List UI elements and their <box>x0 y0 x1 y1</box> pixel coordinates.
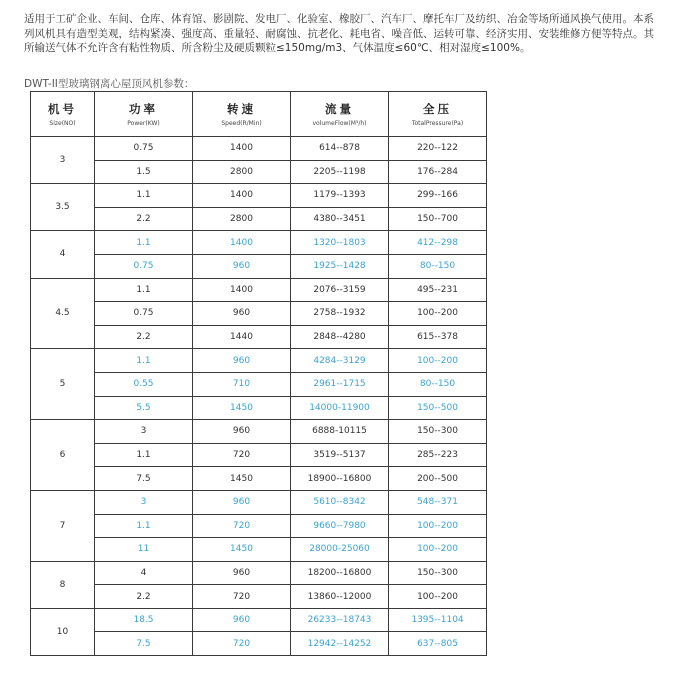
speed-cell: 960 <box>193 608 291 632</box>
flow-cell: 18900--16800 <box>291 467 389 491</box>
power-cell: 1.5 <box>95 160 193 184</box>
power-cell: 18.5 <box>95 608 193 632</box>
flow-cell: 6888-10115 <box>291 420 389 444</box>
table-row <box>31 490 487 514</box>
power-cell: 3 <box>95 420 193 444</box>
table-row <box>31 396 487 420</box>
speed-cell: 1400 <box>193 278 291 302</box>
table-row <box>31 632 487 656</box>
pressure-cell: 100--200 <box>389 302 487 326</box>
speed-cell: 720 <box>193 632 291 656</box>
flow-cell: 13860--12000 <box>291 585 389 609</box>
table-body <box>31 137 487 656</box>
table-caption: DWT-II型玻璃钢离心屋顶风机参数： <box>24 78 195 90</box>
flow-cell: 18200--16800 <box>291 561 389 585</box>
speed-cell: 720 <box>193 443 291 467</box>
size-cell: 5 <box>31 349 95 420</box>
pressure-cell: 150--300 <box>389 420 487 444</box>
pressure-cell: 548--371 <box>389 490 487 514</box>
table-row <box>31 302 487 326</box>
power-cell: 1.1 <box>95 443 193 467</box>
table-row <box>31 467 487 491</box>
size-cell: 10 <box>31 608 95 655</box>
flow-cell: 28000-25060 <box>291 538 389 562</box>
size-cell: 7 <box>31 490 95 561</box>
power-cell: 2.2 <box>95 207 193 231</box>
speed-cell: 960 <box>193 561 291 585</box>
flow-cell: 2076--3159 <box>291 278 389 302</box>
size-cell: 4.5 <box>31 278 95 349</box>
size-cell: 8 <box>31 561 95 608</box>
intro-line: 列风机具有造型美观，结构紧凑、强度高、重量轻、耐腐蚀、抗老化、耗电省、噪音低、运转可靠、经济实用、安装维修方便等特点。其 <box>24 27 654 40</box>
flow-cell: 2758--1932 <box>291 302 389 326</box>
power-cell: 0.75 <box>95 254 193 278</box>
header-speed: 转速 Speed(R/Min) <box>193 92 291 137</box>
power-cell: 0.55 <box>95 372 193 396</box>
speed-cell: 1450 <box>193 538 291 562</box>
power-cell: 2.2 <box>95 325 193 349</box>
speed-cell: 720 <box>193 514 291 538</box>
flow-cell: 1925--1428 <box>291 254 389 278</box>
table-row <box>31 160 487 184</box>
speed-cell: 960 <box>193 302 291 326</box>
speed-cell: 1450 <box>193 396 291 420</box>
table-row <box>31 184 487 208</box>
table-row <box>31 585 487 609</box>
pressure-cell: 299--166 <box>389 184 487 208</box>
speed-cell: 710 <box>193 372 291 396</box>
pressure-cell: 495--231 <box>389 278 487 302</box>
power-cell: 7.5 <box>95 632 193 656</box>
speed-cell: 2800 <box>193 207 291 231</box>
flow-cell: 614--878 <box>291 137 389 161</box>
speed-cell: 960 <box>193 490 291 514</box>
flow-cell: 1320--1803 <box>291 231 389 255</box>
size-cell: 4 <box>31 231 95 278</box>
power-cell: 1.1 <box>95 278 193 302</box>
pressure-cell: 615--378 <box>389 325 487 349</box>
power-cell: 4 <box>95 561 193 585</box>
speed-cell: 1400 <box>193 231 291 255</box>
pressure-cell: 80--150 <box>389 372 487 396</box>
table-header-row <box>31 92 487 137</box>
pressure-cell: 150--300 <box>389 561 487 585</box>
flow-cell: 12942--14252 <box>291 632 389 656</box>
fan-spec-table <box>30 91 487 656</box>
flow-cell: 2848--4280 <box>291 325 389 349</box>
speed-cell: 1400 <box>193 137 291 161</box>
power-cell: 0.75 <box>95 137 193 161</box>
pressure-cell: 176--284 <box>389 160 487 184</box>
pressure-cell: 220--122 <box>389 137 487 161</box>
speed-cell: 720 <box>193 585 291 609</box>
flow-cell: 2205--1198 <box>291 160 389 184</box>
power-cell: 7.5 <box>95 467 193 491</box>
power-cell: 3 <box>95 490 193 514</box>
pressure-cell: 150--500 <box>389 396 487 420</box>
speed-cell: 960 <box>193 420 291 444</box>
flow-cell: 14000-11900 <box>291 396 389 420</box>
flow-cell: 4380--3451 <box>291 207 389 231</box>
pressure-cell: 80--150 <box>389 254 487 278</box>
flow-cell: 4284--3129 <box>291 349 389 373</box>
flow-cell: 1179--1393 <box>291 184 389 208</box>
header-size: 机号 Size(NO) <box>31 92 95 137</box>
table-row <box>31 278 487 302</box>
power-cell: 11 <box>95 538 193 562</box>
pressure-cell: 100--200 <box>389 538 487 562</box>
header-pressure: 全压 TotalPressure(Pa) <box>389 92 487 137</box>
size-cell: 3 <box>31 137 95 184</box>
pressure-cell: 150--700 <box>389 207 487 231</box>
pressure-cell: 100--200 <box>389 349 487 373</box>
flow-cell: 9660--7980 <box>291 514 389 538</box>
table-row <box>31 443 487 467</box>
pressure-cell: 1395--1104 <box>389 608 487 632</box>
speed-cell: 960 <box>193 254 291 278</box>
flow-cell: 5610--8342 <box>291 490 389 514</box>
speed-cell: 1450 <box>193 467 291 491</box>
table-row <box>31 561 487 585</box>
pressure-cell: 100--200 <box>389 514 487 538</box>
speed-cell: 2800 <box>193 160 291 184</box>
intro-line: 所输送气体不允许含有粘性物质、所含粉尘及硬质颗粒≤150mg/m3、气体温度≤60℃、相对湿度≤100%。 <box>24 42 531 54</box>
pressure-cell: 100--200 <box>389 585 487 609</box>
speed-cell: 1440 <box>193 325 291 349</box>
table-row <box>31 538 487 562</box>
pressure-cell: 200--500 <box>389 467 487 491</box>
intro-line: 适用于工矿企业、车间、仓库、体育馆、影剧院、发电厂、化验室、橡胶厂、汽车厂、摩托车厂及纺织、冶金等场所通风换气使用。本系 <box>24 13 654 25</box>
size-cell: 6 <box>31 420 95 491</box>
speed-cell: 960 <box>193 349 291 373</box>
power-cell: 1.1 <box>95 231 193 255</box>
table-row <box>31 231 487 255</box>
table-row <box>31 137 487 161</box>
flow-cell: 2961--1715 <box>291 372 389 396</box>
intro-paragraph <box>24 12 674 56</box>
pressure-cell: 637--805 <box>389 632 487 656</box>
power-cell: 5.5 <box>95 396 193 420</box>
table-row <box>31 372 487 396</box>
power-cell: 1.1 <box>95 514 193 538</box>
table-row <box>31 349 487 373</box>
pressure-cell: 412--298 <box>389 231 487 255</box>
power-cell: 1.1 <box>95 349 193 373</box>
table-row <box>31 420 487 444</box>
power-cell: 0.75 <box>95 302 193 326</box>
size-cell: 3.5 <box>31 184 95 231</box>
power-cell: 1.1 <box>95 184 193 208</box>
pressure-cell: 285--223 <box>389 443 487 467</box>
speed-cell: 1400 <box>193 184 291 208</box>
table-row <box>31 325 487 349</box>
power-cell: 2.2 <box>95 585 193 609</box>
flow-cell: 26233--18743 <box>291 608 389 632</box>
table-row <box>31 207 487 231</box>
table-row <box>31 608 487 632</box>
header-power: 功率 Power(KW) <box>95 92 193 137</box>
table-row <box>31 514 487 538</box>
flow-cell: 3519--5137 <box>291 443 389 467</box>
table-row <box>31 254 487 278</box>
header-flow: 流量 volumeFlow(M³/h) <box>291 92 389 137</box>
